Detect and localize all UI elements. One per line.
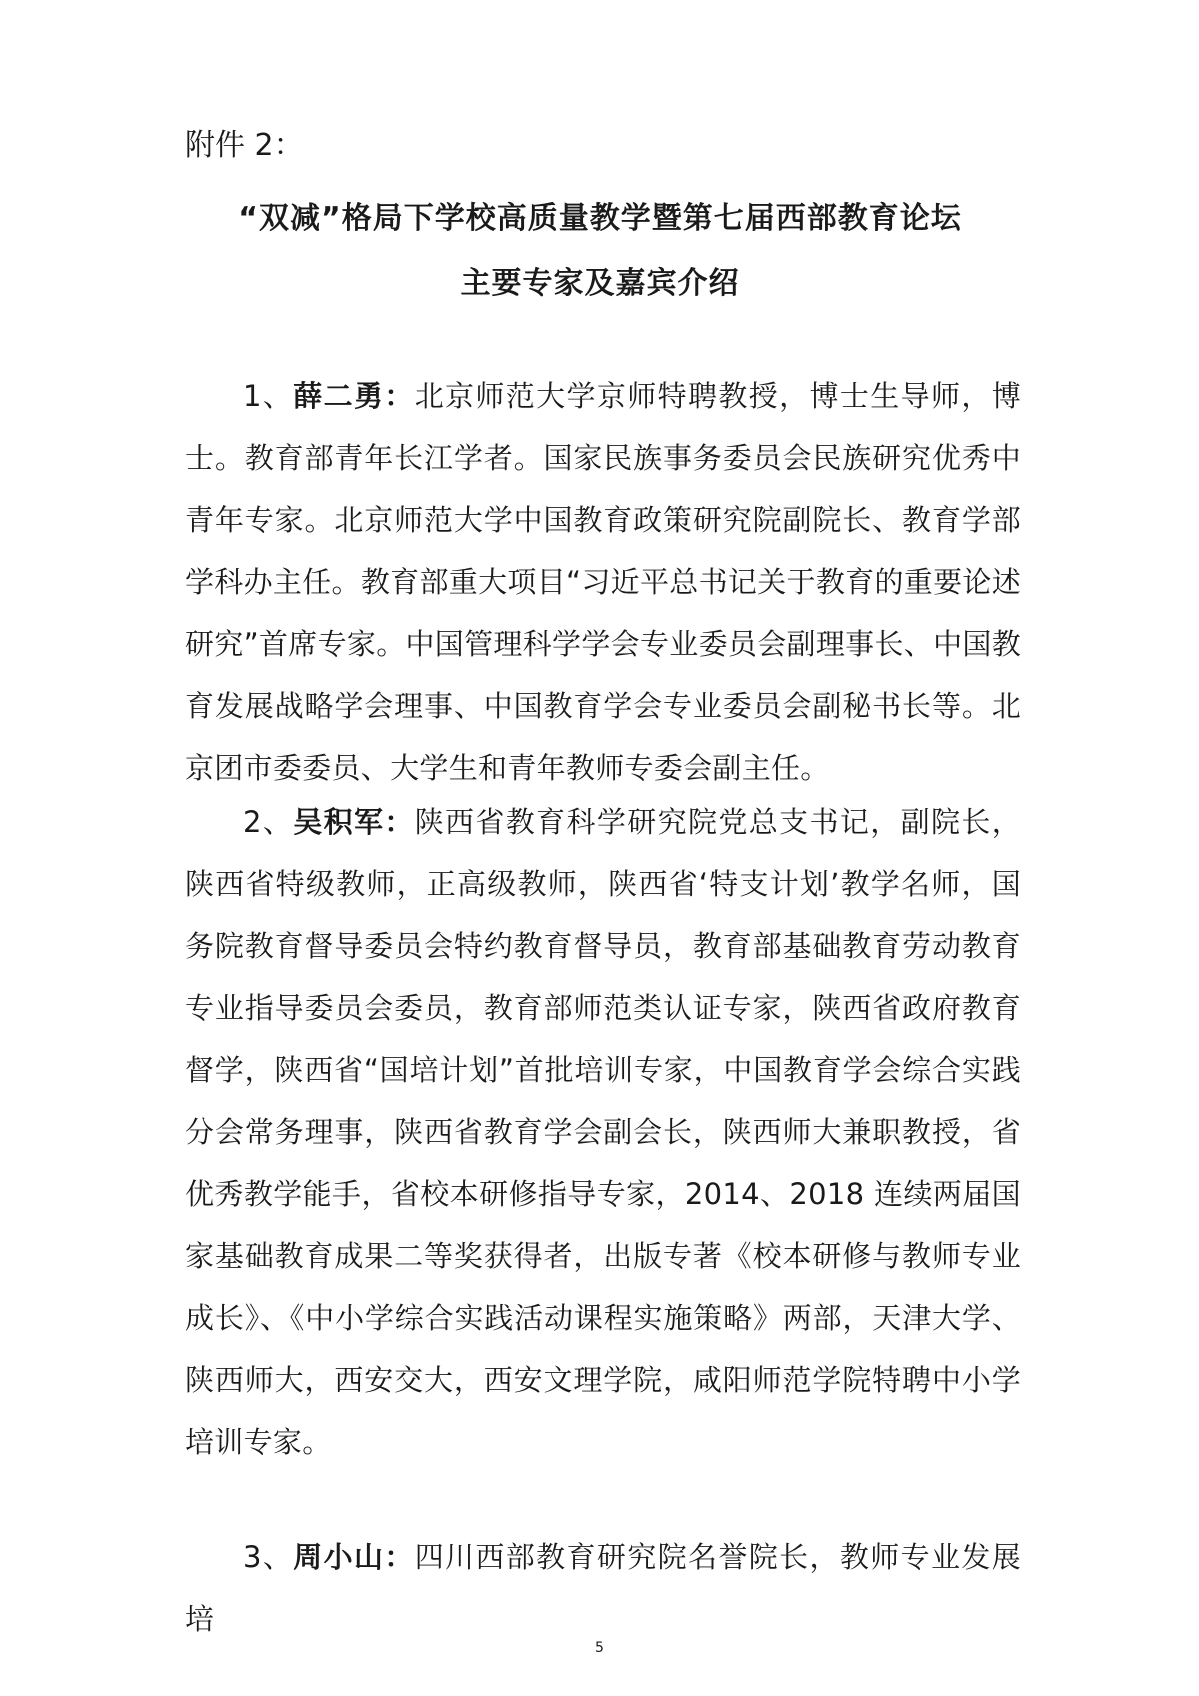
- entry-number: 3、: [243, 1540, 294, 1574]
- expert-entry-3: [185, 1526, 1021, 1650]
- attachment-label: 附件 2：: [185, 128, 304, 163]
- document-title-line-1: “双减”格局下学校高质量教学暨第七届西部教育论坛: [238, 201, 962, 236]
- expert-name: 吴积军：: [293, 805, 415, 839]
- expert-name: 周小山：: [293, 1540, 415, 1574]
- expert-name: 薛二勇：: [293, 379, 415, 413]
- expert-bio: 陕西省教育科学研究院党总支书记，副院长，陕西省特级教师，正高级教师，陕西省‘特支计划’教学名师，国务院教育督导委员会特约教育督导员，教育部基础教育劳动教育专业指导委员会委员，教育部师范类认证专家，陕西省政府教育督学，陕西省“国培计划”首批培训专家，中国教育学会综合实践分会常务理事，陕西省教育学会副会长，陕西师大兼职教授，省优秀教学能手，省校本研修指导专家，2014、2018 连续两届国家基础教育成果二等奖获得者，出版专著《校本研修与教师专业成长》、《中小学综合实践活动课程实施策略》两部，天津大学、陕西师大，西安交大，西安文理学院，咸阳师范学院特聘中小学培训专家。: [185, 805, 1021, 1459]
- expert-entry-2: [185, 791, 1021, 1473]
- page-number: 5: [595, 1640, 604, 1656]
- entry-number: 1、: [243, 379, 294, 413]
- expert-entry-1: [185, 365, 1021, 799]
- document-title-line-2: 主要专家及嘉宾介绍: [460, 266, 740, 301]
- expert-bio: 四川西部教育研究院名誉院长，教师专业发展培: [185, 1540, 1021, 1636]
- entry-number: 2、: [243, 805, 294, 839]
- expert-bio: 北京师范大学京师特聘教授，博士生导师，博士。教育部青年长江学者。国家民族事务委员会民族研究优秀中青年专家。北京师范大学中国教育政策研究院副院长、教育学部学科办主任。教育部重大项目“习近平总书记关于教育的重要论述研究”首席专家。中国管理科学学会专业委员会副理事长、中国教育发展战略学会理事、中国教育学会专业委员会副秘书长等。北京团市委委员、大学生和青年教师专委会副主任。: [185, 379, 1021, 785]
